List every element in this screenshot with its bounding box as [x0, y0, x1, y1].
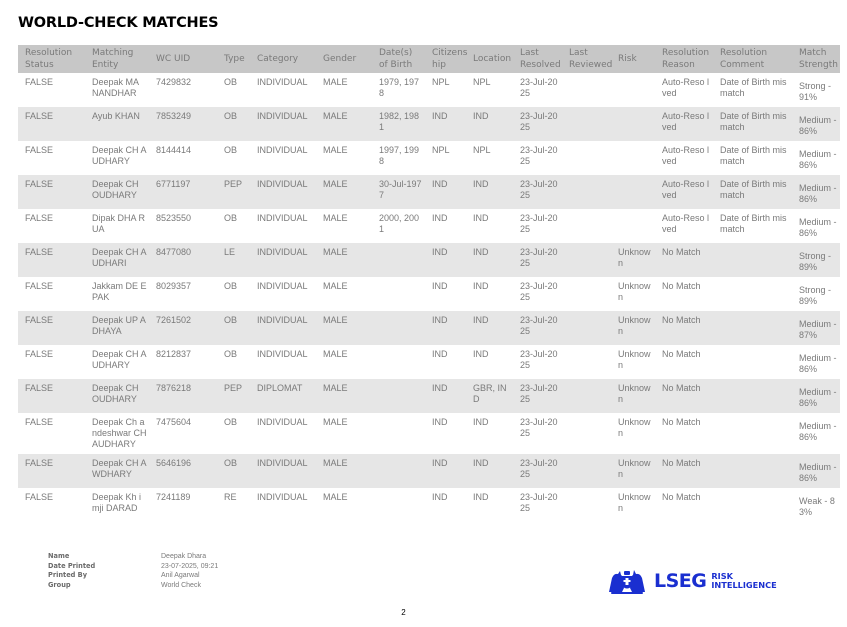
- gender-cell: MALE: [323, 77, 348, 87]
- table-row: [18, 175, 840, 209]
- category-cell: INDIVIDUAL: [250, 311, 316, 345]
- matching-entity-cell: Deepak CH AWDHARY: [85, 454, 149, 488]
- wc-uid-cell: 8212837: [156, 349, 192, 359]
- type-cell: OB: [224, 349, 238, 359]
- brand-sub-line2: INTELLIGENCE: [711, 580, 777, 590]
- resolution-status-cell: FALSE: [25, 349, 54, 359]
- table-row: [18, 379, 840, 413]
- category-cell: INDIVIDUAL: [257, 77, 308, 87]
- gender-cell: MALE: [316, 311, 372, 345]
- last-reviewed-cell: [562, 413, 611, 454]
- match-strength-cell: Medium - 86%: [799, 149, 837, 170]
- location-cell: IND: [466, 107, 513, 141]
- table-row: [18, 141, 840, 175]
- table-row: [18, 277, 840, 311]
- location-cell: NPL: [473, 77, 491, 87]
- matching-entity-cell: Deepak CH AUDHARI: [85, 243, 149, 277]
- table-row: [18, 107, 840, 141]
- resolution-status-cell: FALSE: [25, 77, 54, 87]
- risk-cell: [611, 107, 655, 141]
- wc-uid-cell: 7241189: [156, 492, 191, 502]
- last-resolved-cell: 23-Jul-2025: [513, 454, 562, 488]
- wc-uid-cell: 8523550: [156, 213, 192, 223]
- col-matching-entity: Matching Entity: [85, 45, 149, 73]
- location-cell: GBR, IND: [466, 379, 513, 413]
- last-resolved-cell: 23-Jul-2025: [513, 175, 562, 209]
- col-resolution-reason: Resolution Reason: [655, 45, 713, 73]
- matching-entity-cell: Deepak CH OUDHARY: [85, 379, 149, 413]
- wc-uid-cell: 7853249: [149, 107, 217, 141]
- match-strength-cell: Medium - 86%: [799, 217, 837, 238]
- table-row: [18, 209, 840, 243]
- dob-cell: 1982, 1981: [372, 107, 425, 141]
- last-reviewed-cell: [562, 175, 611, 209]
- match-strength-cell: Medium - 87%: [792, 311, 840, 345]
- location-cell: IND: [466, 311, 513, 345]
- dob-cell: [372, 379, 425, 413]
- match-strength-cell: Strong - 89%: [799, 285, 832, 306]
- citizenship-cell: IND: [425, 107, 466, 141]
- table-row: [18, 73, 840, 107]
- type-cell: OB: [217, 311, 250, 345]
- gender-cell: MALE: [323, 213, 348, 223]
- matching-entity-cell: Dipak DHA RUA: [92, 213, 146, 234]
- table-row: [18, 345, 840, 379]
- dob-cell: [372, 311, 425, 345]
- category-cell: INDIVIDUAL: [250, 454, 316, 488]
- risk-cell: [611, 141, 655, 175]
- table-row: [18, 311, 840, 345]
- type-cell: OB: [224, 145, 238, 155]
- col-resolution-status: Resolution Status: [18, 45, 85, 73]
- name-label: Name: [48, 552, 70, 560]
- dob-cell: [372, 454, 425, 488]
- resolution-reason-cell: No Match: [662, 417, 701, 427]
- citizenship-cell: IND: [432, 213, 448, 223]
- last-reviewed-cell: [562, 277, 611, 311]
- last-resolved-cell: 23-Jul-2025: [513, 379, 562, 413]
- table-row: [18, 488, 840, 522]
- resolution-status-cell: FALSE: [25, 213, 54, 223]
- gender-cell: MALE: [323, 281, 348, 291]
- col-type: Type: [217, 45, 250, 73]
- dob-cell: [372, 413, 425, 454]
- resolution-status-cell: FALSE: [25, 417, 54, 427]
- resolution-reason-cell: No Match: [655, 454, 713, 488]
- resolution-reason-cell: No Match: [662, 492, 701, 502]
- matching-entity-cell: Jakkam DE EPAK: [92, 281, 147, 302]
- col-risk: Risk: [611, 45, 655, 73]
- last-reviewed-cell: [562, 209, 611, 243]
- col-match-strength: Match Strength: [792, 45, 840, 73]
- wc-uid-cell: 8477080: [149, 243, 217, 277]
- risk-cell: [611, 209, 655, 243]
- citizenship-cell: IND: [425, 379, 466, 413]
- type-cell: OB: [224, 417, 238, 427]
- risk-cell: Unknown: [611, 243, 655, 277]
- col-dob: Date(s) of Birth: [372, 45, 425, 73]
- col-resolution-comment: Resolution Comment: [713, 45, 792, 73]
- risk-cell: Unknown: [618, 349, 651, 370]
- resolution-reason-cell: Auto-Reso lved: [662, 145, 710, 166]
- category-cell: INDIVIDUAL: [250, 243, 316, 277]
- category-cell: INDIVIDUAL: [257, 145, 308, 155]
- last-resolved-cell: 23-Jul-2025: [520, 77, 558, 98]
- resolution-comment-cell: [713, 488, 792, 522]
- table-header-row: [18, 45, 840, 73]
- matches-table: [18, 45, 840, 522]
- dob-cell: [372, 488, 425, 522]
- date-printed-value: 23-07-2025, 09:21: [161, 562, 219, 570]
- location-cell: IND: [473, 281, 489, 291]
- wc-uid-cell: 7876218: [149, 379, 217, 413]
- resolution-status-cell: FALSE: [18, 243, 85, 277]
- category-cell: INDIVIDUAL: [257, 213, 308, 223]
- col-citizenship: Citizens hip: [425, 45, 466, 73]
- location-cell: IND: [473, 492, 489, 502]
- wc-uid-cell: 8029357: [156, 281, 192, 291]
- category-cell: INDIVIDUAL: [257, 417, 308, 427]
- resolution-comment-cell: [713, 243, 792, 277]
- printed-by-value: Anil Agarwal: [161, 572, 200, 579]
- gender-cell: MALE: [323, 417, 348, 427]
- col-gender: Gender: [316, 45, 372, 73]
- location-cell: IND: [473, 417, 489, 427]
- brand-subtitle: [711, 572, 776, 590]
- resolution-comment-cell: [713, 277, 792, 311]
- print-metadata: [48, 552, 218, 590]
- last-resolved-cell: 23-Jul-2025: [520, 281, 558, 302]
- match-strength-cell: Medium - 86%: [792, 175, 840, 209]
- dob-cell: 2000, 2001: [379, 213, 420, 234]
- citizenship-cell: NPL: [432, 77, 450, 87]
- last-reviewed-cell: [562, 379, 611, 413]
- group-value: World Check: [161, 581, 201, 589]
- gender-cell: MALE: [316, 243, 372, 277]
- matching-entity-cell: Deepak Kh imji DARAD: [92, 492, 142, 513]
- wc-uid-cell: 7261502: [149, 311, 217, 345]
- citizenship-cell: IND: [432, 281, 448, 291]
- last-resolved-cell: 23-Jul-2025: [513, 311, 562, 345]
- risk-cell: Unknown: [611, 454, 655, 488]
- matching-entity-cell: Deepak MA NANDHAR: [92, 77, 139, 98]
- col-category: Category: [250, 45, 316, 73]
- risk-cell: [611, 175, 655, 209]
- risk-cell: Unknown: [611, 379, 655, 413]
- type-cell: LE: [217, 243, 250, 277]
- resolution-reason-cell: No Match: [662, 349, 701, 359]
- citizenship-cell: IND: [425, 175, 466, 209]
- type-cell: RE: [224, 492, 237, 502]
- resolution-comment-cell: Date of Birth mismatch: [720, 77, 787, 98]
- resolution-status-cell: FALSE: [18, 454, 85, 488]
- resolution-reason-cell: Auto-Reso lved: [655, 175, 713, 209]
- resolution-reason-cell: Auto-Reso lved: [662, 77, 710, 98]
- citizenship-cell: NPL: [432, 145, 450, 155]
- group-label: Group: [48, 580, 71, 589]
- last-reviewed-cell: [562, 243, 611, 277]
- category-cell: INDIVIDUAL: [257, 281, 308, 291]
- risk-cell: [611, 73, 655, 107]
- name-value: Deepak Dhara: [161, 553, 207, 560]
- last-resolved-cell: 23-Jul-2025: [520, 145, 558, 166]
- wc-uid-cell: 5646196: [149, 454, 217, 488]
- resolution-comment-cell: Date of Birth mismatch: [713, 107, 792, 141]
- wc-uid-cell: 7429832: [156, 77, 192, 87]
- last-resolved-cell: 23-Jul-2025: [513, 243, 562, 277]
- last-reviewed-cell: [562, 73, 611, 107]
- resolution-status-cell: FALSE: [18, 107, 85, 141]
- match-strength-cell: Weak - 83%: [799, 496, 835, 517]
- printed-by-label: Printed By: [48, 571, 88, 579]
- dob-cell: 30-Jul-1977: [372, 175, 425, 209]
- location-cell: IND: [466, 175, 513, 209]
- table-row: [18, 413, 840, 454]
- location-cell: IND: [473, 213, 489, 223]
- type-cell: PEP: [217, 379, 250, 413]
- col-last-reviewed: Last Reviewed: [562, 45, 611, 73]
- matching-entity-cell: Deepak CH OUDHARY: [85, 175, 149, 209]
- category-cell: INDIVIDUAL: [250, 107, 316, 141]
- resolution-status-cell: FALSE: [25, 492, 54, 502]
- last-reviewed-cell: [562, 107, 611, 141]
- last-resolved-cell: 23-Jul-2025: [520, 417, 558, 438]
- resolution-comment-cell: [713, 311, 792, 345]
- risk-cell: Unknown: [618, 417, 651, 438]
- match-strength-cell: Medium - 86%: [792, 454, 840, 488]
- resolution-comment-cell: [713, 454, 792, 488]
- col-location: Location: [466, 45, 513, 73]
- citizenship-cell: IND: [425, 454, 466, 488]
- resolution-comment-cell: [713, 379, 792, 413]
- risk-cell: Unknown: [618, 281, 651, 302]
- matching-entity-cell: Deepak CH AUDHARY: [92, 145, 147, 166]
- matching-entity-cell: Deepak CH AUDHARY: [92, 349, 147, 370]
- type-cell: OB: [217, 454, 250, 488]
- table-row: [18, 454, 840, 488]
- resolution-comment-cell: [713, 345, 792, 379]
- last-reviewed-cell: [562, 345, 611, 379]
- match-strength-cell: Medium - 86%: [799, 421, 837, 442]
- match-strength-cell: Medium - 86%: [792, 379, 840, 413]
- match-strength-cell: Medium - 86%: [799, 353, 837, 374]
- type-cell: PEP: [217, 175, 250, 209]
- match-strength-cell: Strong - 89%: [792, 243, 840, 277]
- resolution-comment-cell: Date of Birth mismatch: [720, 213, 787, 234]
- last-reviewed-cell: [562, 141, 611, 175]
- resolution-status-cell: FALSE: [18, 311, 85, 345]
- wc-uid-cell: 7475604: [156, 417, 192, 427]
- dob-cell: 1979, 1978: [379, 77, 420, 98]
- last-reviewed-cell: [562, 311, 611, 345]
- dob-cell: [372, 345, 425, 379]
- type-cell: OB: [217, 107, 250, 141]
- page-number: 2: [401, 608, 406, 617]
- last-resolved-cell: 23-Jul-2025: [513, 107, 562, 141]
- category-cell: INDIVIDUAL: [250, 175, 316, 209]
- page-title: WORLD-CHECK MATCHES: [18, 15, 219, 31]
- resolution-comment-cell: [713, 413, 792, 454]
- gender-cell: MALE: [316, 175, 372, 209]
- citizenship-cell: IND: [432, 417, 448, 427]
- resolution-reason-cell: Auto-Reso lved: [655, 107, 713, 141]
- last-reviewed-cell: [562, 454, 611, 488]
- resolution-reason-cell: Auto-Reso lved: [662, 213, 710, 234]
- location-cell: IND: [466, 454, 513, 488]
- dob-cell: 1997, 1998: [379, 145, 420, 166]
- location-cell: IND: [466, 243, 513, 277]
- citizenship-cell: IND: [425, 243, 466, 277]
- last-reviewed-cell: [562, 488, 611, 522]
- last-resolved-cell: 23-Jul-2025: [520, 349, 558, 370]
- wc-uid-cell: 8144414: [156, 145, 192, 155]
- resolution-status-cell: FALSE: [25, 281, 54, 291]
- last-resolved-cell: 23-Jul-2025: [520, 213, 558, 234]
- gender-cell: MALE: [323, 492, 348, 502]
- category-cell: INDIVIDUAL: [257, 349, 308, 359]
- lseg-logo: [607, 568, 777, 594]
- location-cell: IND: [473, 349, 489, 359]
- citizenship-cell: IND: [432, 492, 448, 502]
- date-printed-label: Date Printed: [48, 561, 96, 570]
- type-cell: OB: [224, 281, 238, 291]
- citizenship-cell: IND: [432, 349, 448, 359]
- dob-cell: [372, 243, 425, 277]
- gender-cell: MALE: [323, 145, 348, 155]
- wc-uid-cell: 6771197: [149, 175, 217, 209]
- risk-cell: Unknown: [618, 492, 651, 513]
- resolution-status-cell: FALSE: [18, 379, 85, 413]
- gender-cell: MALE: [316, 107, 372, 141]
- resolution-status-cell: FALSE: [18, 175, 85, 209]
- category-cell: INDIVIDUAL: [257, 492, 308, 502]
- col-last-resolved: Last Resolved: [513, 45, 562, 73]
- resolution-reason-cell: No Match: [655, 243, 713, 277]
- brand-sub-line1: RISK: [711, 571, 733, 581]
- brand-name: LSEG: [654, 570, 707, 592]
- dob-cell: [372, 277, 425, 311]
- resolution-reason-cell: No Match: [655, 379, 713, 413]
- citizenship-cell: IND: [425, 311, 466, 345]
- resolution-status-cell: FALSE: [25, 145, 54, 155]
- col-wc-uid: WC UID: [149, 45, 217, 73]
- resolution-comment-cell: Date of Birth mismatch: [713, 175, 792, 209]
- matching-entity-cell: Deepak UP ADHAYA: [85, 311, 149, 345]
- last-resolved-cell: 23-Jul-2025: [520, 492, 558, 513]
- match-strength-cell: Strong - 91%: [799, 81, 832, 102]
- matching-entity-cell: Deepak Ch andeshwar CHAUDHARY: [92, 417, 147, 449]
- gender-cell: MALE: [316, 454, 372, 488]
- resolution-comment-cell: Date of Birth mismatch: [720, 145, 787, 166]
- location-cell: NPL: [473, 145, 491, 155]
- lion-unicorn-crest-icon: [607, 568, 647, 594]
- match-strength-cell: Medium - 86%: [792, 107, 840, 141]
- matching-entity-cell: Ayub KHAN: [85, 107, 149, 141]
- risk-cell: Unknown: [611, 311, 655, 345]
- gender-cell: MALE: [323, 349, 348, 359]
- type-cell: OB: [224, 77, 238, 87]
- gender-cell: MALE: [316, 379, 372, 413]
- table-row: [18, 243, 840, 277]
- type-cell: OB: [224, 213, 238, 223]
- resolution-reason-cell: No Match: [655, 311, 713, 345]
- resolution-reason-cell: No Match: [662, 281, 701, 291]
- category-cell: DIPLOMAT: [250, 379, 316, 413]
